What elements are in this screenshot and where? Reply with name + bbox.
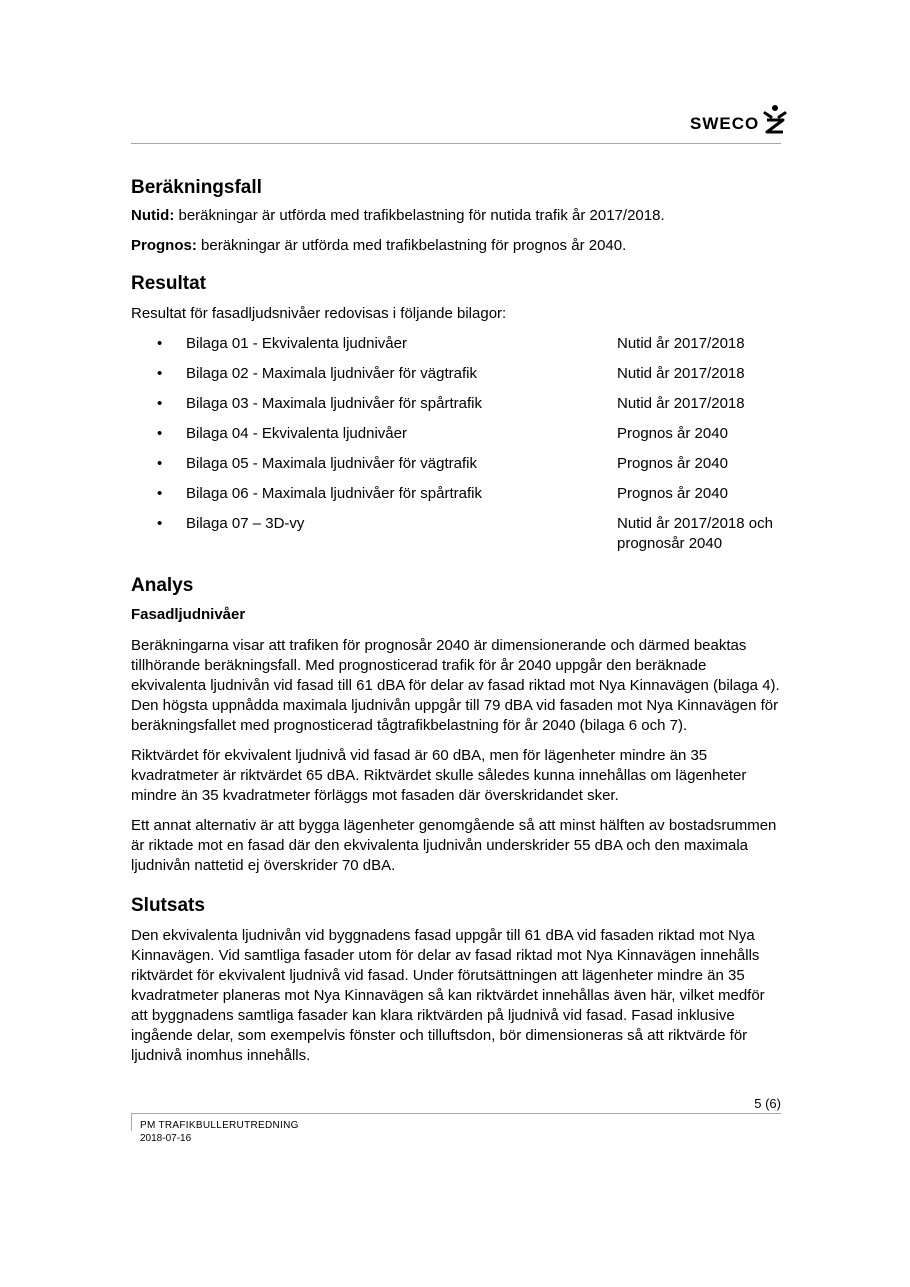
bilaga-name: Bilaga 07 – 3D-vy — [186, 515, 305, 532]
bullet: • — [157, 485, 163, 502]
bilaga-list — [131, 334, 781, 556]
list-item — [131, 514, 781, 556]
heading-slutsats: Slutsats — [131, 895, 205, 916]
bilaga-period: Nutid år 2017/2018 och prognosår 2040 — [617, 515, 773, 552]
bilaga-name: Bilaga 04 - Ekvivalenta ljudnivåer — [186, 425, 407, 442]
bilaga-name: Bilaga 01 - Ekvivalenta ljudnivåer — [186, 335, 407, 352]
bullet: • — [157, 395, 163, 412]
text-nutid: beräkningar är utförda med trafikbelastning för nutida trafik år 2017/2018. — [174, 207, 665, 224]
analys-paragraph-1: Beräkningarna visar att trafiken för prognosår 2040 är dimensionerande och därmed beaktas tillhörande beräkningsfall. Med prognosticerad trafik för år 2040 uppgår den beräknade ekvivalenta ljudnivån vid fasad till 61 dBA för delar av fasad riktad mot Nya Kinnavägen (bilaga 4). Den högsta uppnådda maximala ljudnivån uppgår till 79 dBA vid fasaden mot Nya Kinnavägen för beräkningsfallet med prognosticerad tågtrafikbelastning för år 2040 (bilaga 6 och 7). — [131, 637, 780, 734]
bullet: • — [157, 515, 163, 532]
bilaga-period: Prognos år 2040 — [617, 425, 728, 442]
bullet: • — [157, 425, 163, 442]
bilaga-name: Bilaga 03 - Maximala ljudnivåer för spårtrafik — [186, 395, 482, 412]
label-nutid: Nutid: — [131, 207, 175, 224]
heading-resultat: Resultat — [131, 273, 206, 294]
paragraph-nutid — [131, 206, 781, 226]
sweco-logo — [690, 100, 787, 134]
text-prognos: beräkningar är utförda med trafikbelastning för prognos år 2040. — [196, 237, 627, 254]
list-item — [131, 484, 781, 514]
footer-doc-title: PM TRAFIKBULLERUTREDNING — [140, 1120, 299, 1131]
slutsats-paragraph: Den ekvivalenta ljudnivån vid byggnadens fasad uppgår till 61 dBA vid fasaden riktad mot Nya Kinnavägen. Vid samtliga fasader utom för delar av fasad riktad mot Nya Kinnavägen innehålls riktvärdet för ekvivalent ljudnivå vid fasad. Under förutsättningen att lägenheter mindre än 35 kvadratmeter planeras mot Nya Kinnavägen så kan riktvärdet innehållas även här, vilket medför att byggnadens samtliga fasader kan klara riktvärden på ljudnivå vid fasad. Fasad inklusive ingående delar, som exempelvis fönster och tilluftsdon, bör dimensioneras så att riktvärde för ljudnivå inomhus innehålls. — [131, 927, 765, 1064]
bilaga-name: Bilaga 06 - Maximala ljudnivåer för spårtrafik — [186, 485, 482, 502]
resultat-intro: Resultat för fasadljudsnivåer redovisas i följande bilagor: — [131, 305, 507, 322]
bilaga-period: Prognos år 2040 — [617, 485, 728, 502]
header-rule — [131, 143, 781, 144]
analys-paragraph-2: Riktvärdet för ekvivalent ljudnivå vid fasad är 60 dBA, men för lägenheter mindre än 35 kvadratmeter är riktvärdet 65 dBA. Riktvärdet skulle således kunna innehållas om lägenheter mindre än 35 kvadratmeter förläggs mot fasaden där överskridandet sker. — [131, 747, 747, 804]
footer-rule — [131, 1113, 781, 1114]
page-number: 5 (6) — [754, 1096, 781, 1111]
list-item — [131, 394, 781, 424]
heading-berakningsfall: Beräkningsfall — [131, 177, 262, 198]
subheading-fasadljudnivaer: Fasadljudnivåer — [131, 606, 246, 623]
list-item — [131, 424, 781, 454]
bilaga-name: Bilaga 05 - Maximala ljudnivåer för vägtrafik — [186, 455, 477, 472]
sweco-logo-icon — [763, 104, 787, 134]
bilaga-period: Nutid år 2017/2018 — [617, 365, 745, 382]
list-item — [131, 334, 781, 364]
paragraph-prognos — [131, 236, 781, 256]
bilaga-period: Nutid år 2017/2018 — [617, 395, 745, 412]
logo-text: SWECO — [690, 114, 760, 133]
bilaga-name: Bilaga 02 - Maximala ljudnivåer för vägtrafik — [186, 365, 477, 382]
list-item — [131, 454, 781, 484]
analys-paragraph-3: Ett annat alternativ är att bygga lägenheter genomgående så att minst hälften av bostadsrummen är riktade mot en fasad där den ekvivalenta ljudnivån underskrider 55 dBA och den maximala ljudnivån nattetid ej överskrider 70 dBA. — [131, 817, 777, 874]
heading-analys: Analys — [131, 575, 194, 596]
main-content — [131, 174, 781, 1066]
bilaga-period: Prognos år 2040 — [617, 455, 728, 472]
list-item — [131, 364, 781, 394]
footer-date: 2018-07-16 — [140, 1133, 192, 1144]
footer-tick — [131, 1113, 132, 1131]
bullet: • — [157, 335, 163, 352]
bilaga-period: Nutid år 2017/2018 — [617, 335, 745, 352]
label-prognos: Prognos: — [131, 237, 197, 254]
bullet: • — [157, 365, 163, 382]
bullet: • — [157, 455, 163, 472]
